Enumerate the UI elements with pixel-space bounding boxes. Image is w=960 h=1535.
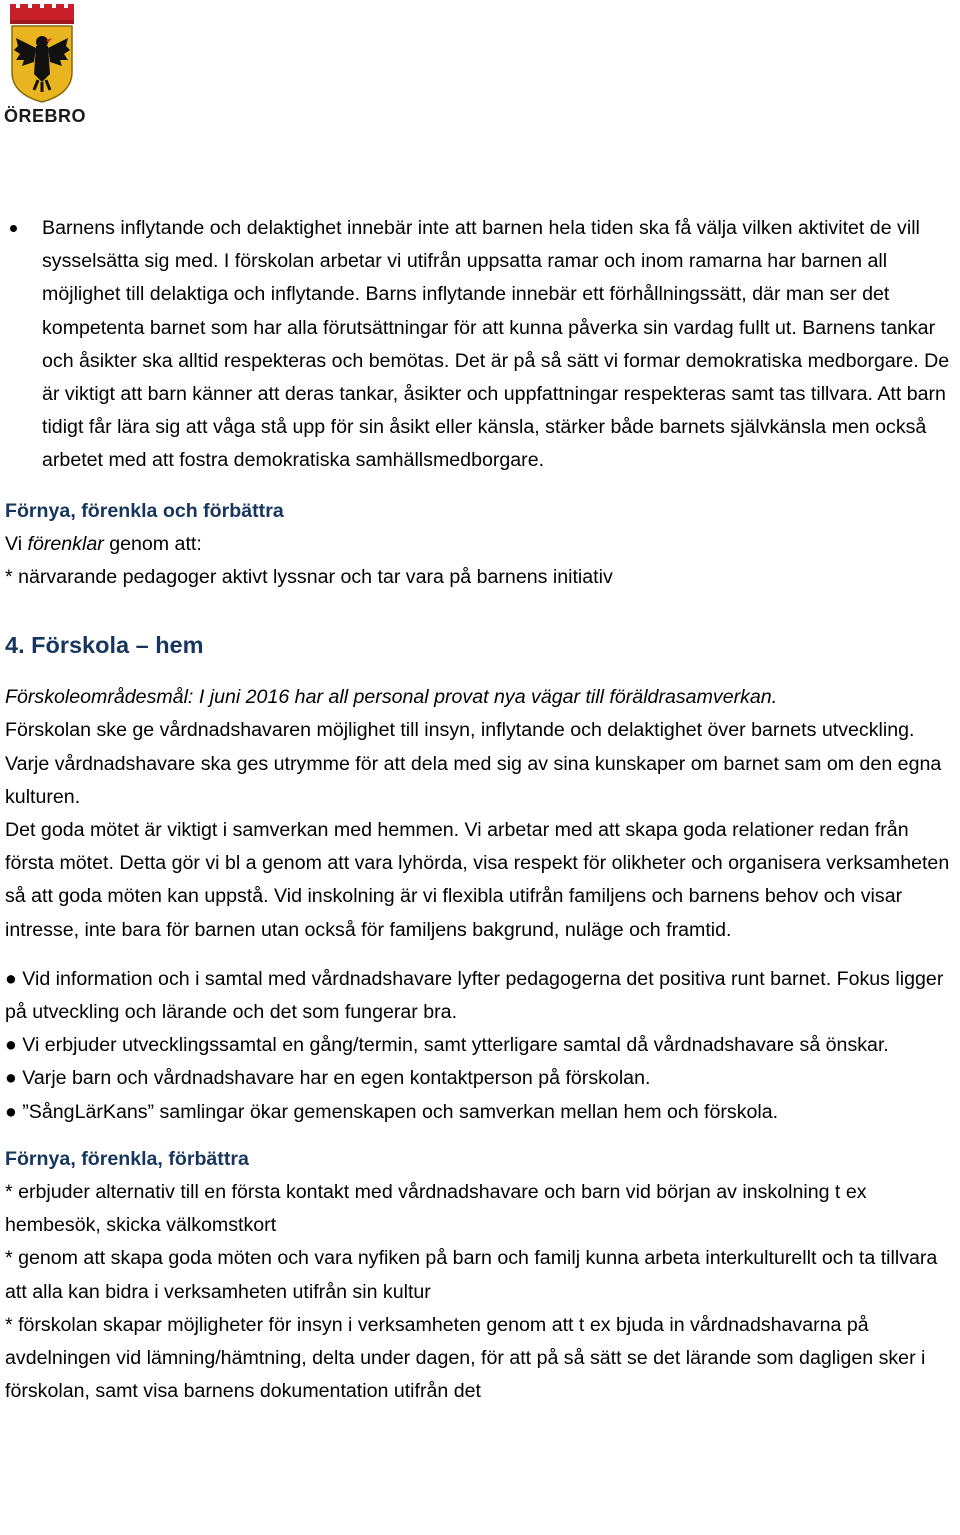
section-4-heading: 4. Förskola – hem bbox=[5, 632, 204, 659]
text-segment: genom att: bbox=[103, 532, 202, 555]
renew-heading-2: Förnya, förenkla, förbättra bbox=[5, 1147, 249, 1170]
goal-statement bbox=[5, 681, 957, 714]
goal-text: Förskoleområdesmål: I juni 2016 har all personal provat nya vägar till föräldrasamverkan. bbox=[5, 686, 778, 709]
text-segment: De är viktigt att barn känner att deras tankar, åsikter och uppfattningar respekteras samt tas tillvara. bbox=[42, 349, 950, 406]
list-item: ● ”SångLärKans” samlingar ökar gemenskapen och samverkan mellan hem och förskola. bbox=[5, 1100, 779, 1123]
renew-heading-1: Förnya, förenkla och förbättra bbox=[5, 499, 284, 522]
text-segment: Barnens tankar och åsikter ska alltid respekteras och bemötas. bbox=[42, 316, 936, 372]
text-segment: Att barn tidigt får lära sig att våga stå upp för sin åsikt eller känsla, stärker både barnets självkänsla men också arbetet med att fostra demokratiska samhällsmedborgare. bbox=[42, 383, 946, 472]
list-item: * förskolan skapar möjligheter för insyn i verksamheten genom att t ex bjuda in vårdnadshavarna på avdelningen vid lämning/hämtning, delta under dagen, för att på så sätt se det lärande som dagligen sker i förskolan, samt visa barnens dokumentation utifrån det bbox=[5, 1313, 926, 1403]
renew-line bbox=[5, 528, 957, 561]
logo-text: ÖREBRO bbox=[4, 106, 87, 126]
section-4-paragraph-2: Det goda mötet är viktigt i samverkan med hemmen. Vi arbetar med att skapa goda relationer redan från första mötet. Detta gör vi bl a genom att vara lyhörda, visa respekt för olikheter och organisera verksamheten så att goda möten kan uppstå. Vid inskolning är vi flexibla utifrån familjens och barnens behov och visar intresse, inte bara för barnen utan också för familjens bakgrund, nuläge och framtid. bbox=[5, 819, 950, 941]
coat-of-arms-icon bbox=[2, 2, 82, 106]
document-body bbox=[5, 212, 957, 1409]
renew-item: * närvarande pedagoger aktivt lyssnar och tar vara på barnens initiativ bbox=[5, 566, 613, 589]
list-item: ● Vid information och i samtal med vårdnadshavare lyfter pedagogerna det positiva runt barnet. Fokus ligger på utveckling och lärande och det som fungerar bra. bbox=[5, 967, 944, 1024]
list-item: ● Vi erbjuder utvecklingssamtal en gång/termin, samt ytterligare samtal då vårdnadshavare så önskar. bbox=[5, 1034, 889, 1057]
list-item: * erbjuder alternativ till en första kontakt med vårdnadshavare och barn vid början av inskolning t ex hembesök, skicka välkomstkort bbox=[5, 1181, 867, 1237]
text-segment: Barnens inflytande och delaktighet innebär inte att barnen hela tiden ska få välja vilken aktivitet de vill sysselsätta sig med. bbox=[42, 217, 920, 273]
text-segment: I förskolan arbetar vi utifrån uppsatta ramar och inom ramarna har barnen all möjlighet till delaktiga och inflytande. bbox=[42, 250, 888, 306]
list-item: ● Varje barn och vårdnadshavare har en egen kontaktperson på förskolan. bbox=[5, 1067, 651, 1090]
intro-paragraph bbox=[42, 212, 957, 478]
intro-bullet bbox=[5, 212, 957, 478]
list-item: * genom att skapa goda möten och vara nyfiken på barn och familj kunna arbeta interkulturellt och ta tillvara att alla kan bidra i verksamheten utifrån sin kultur bbox=[5, 1247, 938, 1303]
section-4-paragraph-1: Förskolan ske ge vårdnadshavaren möjlighet till insyn, inflytande och delaktighet över barnets utveckling. Varje vårdnadshavare ska ges utrymme för att dela med sig av sina kunskaper om barnet sam om den egna kulturen. bbox=[5, 719, 942, 808]
orebro-logo bbox=[2, 2, 87, 126]
text-segment: Barns inflytande innebär ett förhållningssätt, där man ser det kompetenta barnet som har alla förutsättningar för att kunna påverka sin vardag fullt ut. bbox=[42, 283, 890, 339]
text-segment: Det är på så sätt vi formar demokratiska medborgare. bbox=[449, 349, 919, 372]
italic-word: förenklar bbox=[27, 532, 104, 555]
text-segment: Vi bbox=[5, 532, 28, 555]
bullet-icon bbox=[10, 225, 17, 232]
